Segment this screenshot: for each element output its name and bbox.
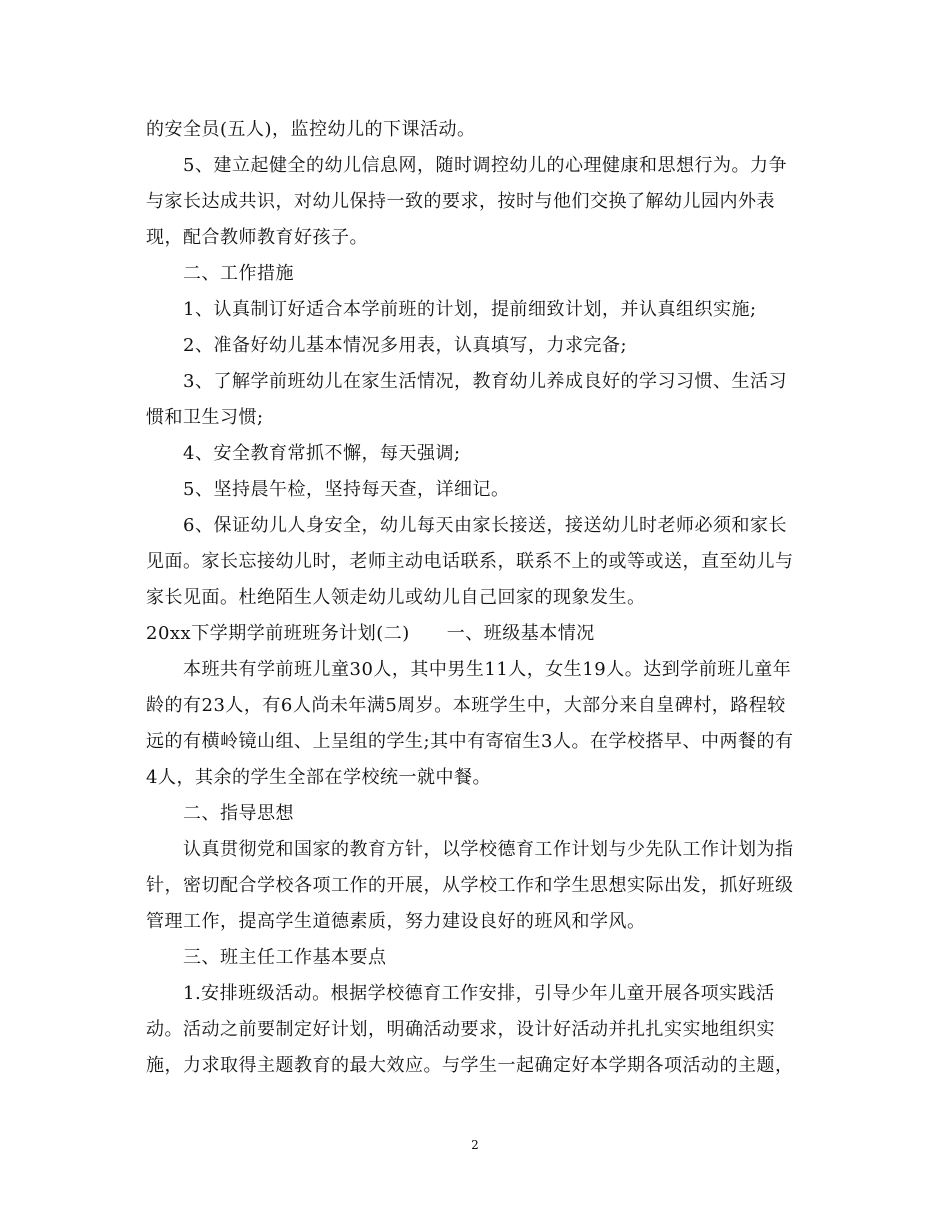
text-line: 现，配合教师教育好孩子。 <box>146 227 368 248</box>
text-line: 认真贯彻党和国家的教育方针，以学校德育工作计划与少先队工作计划为指 <box>183 839 794 860</box>
text-line: 龄的有23人，有6人尚未年满5周岁。本班学生中，大部分来自皇碑村，路程较 <box>146 695 786 716</box>
text-line: 与家长达成共识，对幼儿保持一致的要求，按时与他们交换了解幼儿园内外表 <box>146 191 775 212</box>
text-line: 远的有横岭镜山组、上呈组的学生;其中有寄宿生3人。在学校搭早、中两餐的有 <box>146 731 794 752</box>
text-line: 1、认真制订好适合本学前班的计划，提前细致计划，并认真组织实施; <box>183 299 757 320</box>
text-line: 4、安全教育常抓不懈，每天强调; <box>183 443 461 464</box>
section-heading: 二、工作措施 <box>183 263 294 284</box>
text-line: 动。活动之前要制定好计划，明确活动要求，设计好活动并扎扎实实地组织实 <box>146 1019 775 1040</box>
section-heading: 三、班主任工作基本要点 <box>183 947 387 968</box>
text-line: 惯和卫生习惯; <box>146 407 264 428</box>
text-line: 2、准备好幼儿基本情况多用表，认真填写，力求完备; <box>183 335 628 356</box>
text-line: 管理工作，提高学生道德素质，努力建设良好的班风和学风。 <box>146 911 646 932</box>
document-subtitle: 20xx下学期学前班班务计划(二) 一、班级基本情况 <box>146 623 595 644</box>
text-line: 6、保证幼儿人身安全，幼儿每天由家长接送，接送幼儿时老师必须和家长 <box>183 515 787 536</box>
text-line: 见面。家长忘接幼儿时，老师主动电话联系，联系不上的或等或送，直至幼儿与 <box>146 551 794 572</box>
text-line: 的安全员(五人)，监控幼儿的下课活动。 <box>146 119 476 140</box>
text-line: 1.安排班级活动。根据学校德育工作安排，引导少年儿童开展各项实践活 <box>183 983 775 1004</box>
text-line: 3、了解学前班幼儿在家生活情况，教育幼儿养成良好的学习习惯、生活习 <box>183 371 787 392</box>
text-line: 施，力求取得主题教育的最大效应。与学生一起确定好本学期各项活动的主题， <box>146 1055 794 1076</box>
page-number: 2 <box>471 1138 479 1152</box>
text-line: 5、坚持晨午检，坚持每天查，详细记。 <box>183 479 510 500</box>
text-line: 针，密切配合学校各项工作的开展，从学校工作和学生思想实际出发，抓好班级 <box>146 875 794 896</box>
text-line: 本班共有学前班儿童30人，其中男生11人，女生19人。达到学前班儿童年 <box>183 659 792 680</box>
section-heading: 二、指导思想 <box>183 803 294 824</box>
text-line: 家长见面。杜绝陌生人领走幼儿或幼儿自己回家的现象发生。 <box>146 587 646 608</box>
text-line: 5、建立起健全的幼儿信息网，随时调控幼儿的心理健康和思想行为。力争 <box>183 155 787 176</box>
text-line: 4人，其余的学生全部在学校统一就中餐。 <box>146 767 491 788</box>
